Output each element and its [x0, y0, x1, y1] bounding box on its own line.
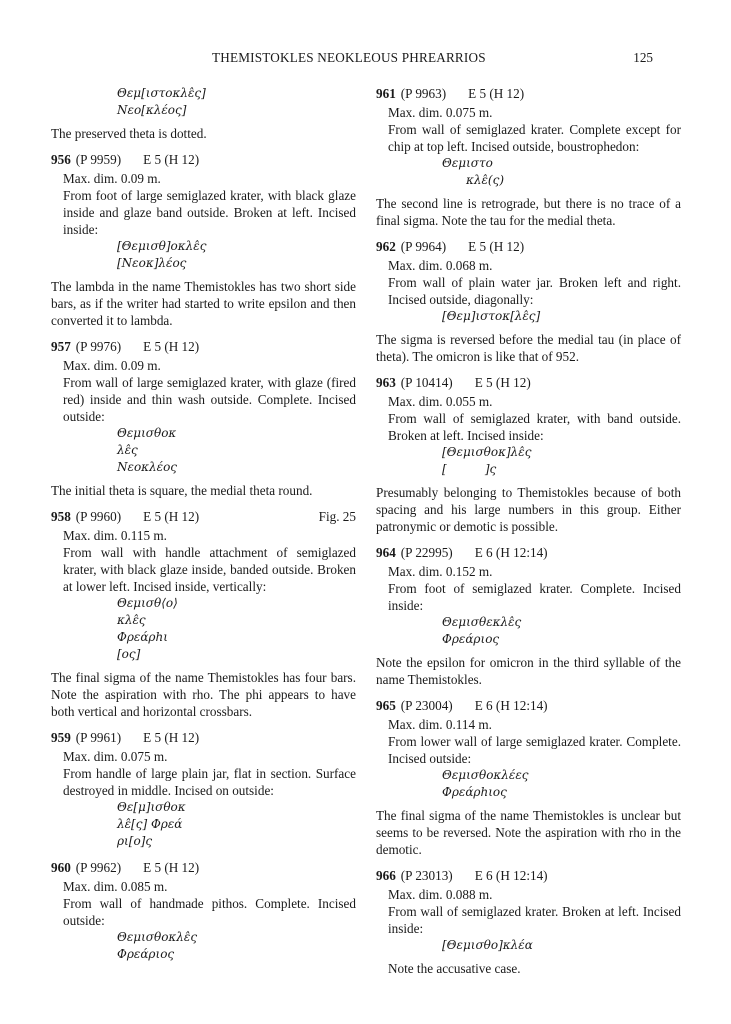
context-label: E 5 (H 12)	[143, 509, 200, 524]
entry-description	[51, 527, 356, 595]
entry-963	[376, 374, 681, 535]
figure-reference: Fig. 25	[318, 509, 356, 524]
entry-description	[51, 357, 356, 425]
inscription-line: Φρεάριος	[117, 947, 175, 961]
entry-description	[376, 104, 681, 155]
entry-heading	[51, 508, 356, 525]
description-text: From wall with handle attachment of semiglazed krater, with black glaze inside, banded outside. Broken at lower left. Incised inside, vertically:	[63, 545, 356, 594]
entry-heading	[51, 729, 356, 746]
entry-description	[376, 393, 681, 444]
inscription	[376, 444, 681, 478]
entry-number: 962	[376, 239, 396, 254]
dimension-line: Max. dim. 0.09 m.	[63, 171, 161, 186]
inscription-line: Θεμιστο	[442, 156, 493, 170]
inscription	[51, 799, 356, 850]
inscription-line: Θε[μ]ισθοκ	[117, 800, 186, 814]
entry-description	[51, 748, 356, 799]
inscription-line: λε̂[ς] Φρεά	[117, 817, 183, 831]
entry-958	[51, 508, 356, 720]
description-text: From handle of large plain jar, flat in section. Surface destroyed in middle. Incised on outside:	[63, 766, 356, 798]
inscription-line: [ος]	[117, 647, 141, 661]
entry-note: Presumably belonging to Themistokles because of both spacing and his large numbers in this group. Either patronymic or demotic is possible.	[376, 485, 681, 534]
entry-number: 959	[51, 730, 71, 745]
inscription	[376, 937, 681, 954]
entry-number: 958	[51, 509, 71, 524]
description-text: From foot of large semiglazed krater, with black glaze inside and glaze band outside. Broken at left. Incised inside:	[63, 188, 356, 237]
inscription	[51, 85, 356, 119]
entry-956	[51, 151, 356, 329]
entry-note: The second line is retrograde, but there is no trace of a final sigma. Note the tau for the medial theta.	[376, 196, 681, 228]
entry-heading	[376, 238, 681, 255]
description-text: From wall of handmade pithos. Complete. Incised outside:	[63, 896, 356, 928]
entry-961	[376, 85, 681, 229]
inscription-line: κλε̂(ς)	[466, 173, 504, 187]
entry-number: 963	[376, 375, 396, 390]
description-text: From wall of semiglazed krater, with band outside. Broken at left. Incised inside:	[388, 411, 681, 443]
description-text: From lower wall of large semiglazed krater. Complete. Incised outside:	[388, 734, 681, 766]
description-text: From wall of large semiglazed krater, with glaze (fired red) inside and thin wash outside. Complete. Incised outside:	[63, 375, 356, 424]
right-column	[376, 85, 681, 977]
inscription-line: [Θεμισθο]κλέα	[442, 938, 533, 952]
inscription	[51, 238, 356, 272]
inscription-line: Θεμισθεκλε̂ς	[442, 615, 522, 629]
context-label: E 6 (H 12:14)	[474, 698, 548, 713]
dimension-line: Max. dim. 0.068 m.	[388, 258, 493, 273]
context-label: E 6 (H 12:14)	[474, 545, 548, 560]
entry-966	[376, 867, 681, 977]
inscription-line: Θεμισθ⟨ο⟩	[117, 596, 178, 610]
dimension-line: Max. dim. 0.088 m.	[388, 887, 493, 902]
running-head-title: THEMISTOKLES NEOKLEOUS PHREARRIOS	[212, 50, 486, 65]
context-label: E 5 (H 12)	[468, 86, 525, 101]
inventory-number: (P 9960)	[75, 509, 122, 524]
context-label: E 5 (H 12)	[143, 730, 200, 745]
entry-962	[376, 238, 681, 365]
dimension-line: Max. dim. 0.114 m.	[388, 717, 492, 732]
inscription-line: Νεο[κλέος]	[117, 103, 187, 117]
inventory-number: (P 9962)	[75, 860, 122, 875]
entry-number: 966	[376, 868, 396, 883]
description-text: From wall of semiglazed krater. Broken at left. Incised inside:	[388, 904, 681, 936]
inscription-line: Φρεάρhιος	[442, 785, 507, 799]
entry-heading	[376, 544, 681, 561]
entry-964	[376, 544, 681, 688]
entry-957	[51, 338, 356, 499]
context-label: E 6 (H 12:14)	[474, 868, 548, 883]
context-label: E 5 (H 12)	[143, 339, 200, 354]
description-text: From foot of semiglazed krater. Complete. Incised inside:	[388, 581, 681, 613]
entry-959	[51, 729, 356, 850]
context-label: E 5 (H 12)	[143, 860, 200, 875]
entry-965	[376, 697, 681, 858]
inscription-line: ρι[ο]ς	[117, 834, 153, 848]
inscription	[376, 614, 681, 648]
entry-note: The initial theta is square, the medial theta round.	[51, 483, 313, 498]
inscription-line: [Θεμ]ιστοκ[λε̂ς]	[442, 309, 541, 323]
entry-heading	[51, 151, 356, 168]
inventory-number: (P 9964)	[400, 239, 447, 254]
entry-note: The final sigma of the name Themistokles has four bars. Note the aspiration with rho. The phi appears to have both vertical and horizontal crossbars.	[51, 670, 356, 719]
dimension-line: Max. dim. 0.075 m.	[63, 749, 168, 764]
inscription-line: Φρεάριος	[442, 632, 500, 646]
entry-number: 956	[51, 152, 71, 167]
inscription	[376, 767, 681, 801]
inscription-line: Φρεάρhι	[117, 630, 168, 644]
description-text: From wall of plain water jar. Broken left and right. Incised outside, diagonally:	[388, 275, 681, 307]
entry-heading	[376, 697, 681, 714]
dimension-line: Max. dim. 0.09 m.	[63, 358, 161, 373]
inventory-number: (P 22995)	[400, 545, 453, 560]
inventory-number: (P 23013)	[400, 868, 453, 883]
entry-960	[51, 859, 356, 963]
page-number: 125	[633, 50, 653, 65]
entry-description	[51, 878, 356, 929]
inscription-line: [Θεμισθοκ]λε̂ς	[442, 445, 532, 459]
entry-number: 961	[376, 86, 396, 101]
inscription-line: [Θεμισθ]οκλε̂ς	[117, 239, 207, 253]
entry-heading	[51, 859, 356, 876]
inscription-line: κλε̂ς	[117, 613, 146, 627]
inscription	[376, 308, 681, 325]
entry-description	[376, 563, 681, 614]
dimension-line: Max. dim. 0.085 m.	[63, 879, 168, 894]
dimension-line: Max. dim. 0.075 m.	[388, 105, 493, 120]
context-label: E 5 (H 12)	[474, 375, 531, 390]
entry-heading	[51, 338, 356, 355]
entry-note: Note the epsilon for omicron in the third syllable of the name Themistokles.	[376, 655, 681, 687]
entry-number: 965	[376, 698, 396, 713]
inventory-number: (P 9963)	[400, 86, 447, 101]
context-label: E 5 (H 12)	[143, 152, 200, 167]
entry-note: The lambda in the name Themistokles has two short side bars, as if the writer had started to write epsilon and then converted it to lambda.	[51, 279, 356, 328]
left-column	[51, 85, 356, 963]
inscription	[51, 425, 356, 476]
entry-heading	[376, 374, 681, 391]
inscription-line: [ ]ς	[442, 462, 497, 476]
context-label: E 5 (H 12)	[468, 239, 525, 254]
entry-note: The preserved theta is dotted.	[51, 126, 207, 141]
description-text: From wall of semiglazed krater. Complete except for chip at top left. Incised outside, boustrophedon:	[388, 122, 681, 154]
inscription	[51, 929, 356, 963]
entry-note: The sigma is reversed before the medial tau (in place of theta). The omicron is like that of 952.	[376, 332, 681, 364]
entry-continued	[51, 85, 356, 142]
entry-description	[51, 170, 356, 238]
inventory-number: (P 9976)	[75, 339, 122, 354]
entry-description	[376, 257, 681, 308]
entry-heading	[376, 85, 681, 102]
inscription-line: Θεμισθοκ	[117, 426, 177, 440]
inventory-number: (P 23004)	[400, 698, 453, 713]
entry-number: 957	[51, 339, 71, 354]
inscription-line: Θεμ[ιστοκλε̂ς]	[117, 86, 206, 100]
entry-note: The final sigma of the name Themistokles is unclear but seems to be reversed. Note the aspiration with rho in the demotic.	[376, 808, 681, 857]
inventory-number: (P 9961)	[75, 730, 122, 745]
entry-number: 964	[376, 545, 396, 560]
entry-description	[376, 716, 681, 767]
entry-heading	[376, 867, 681, 884]
dimension-line: Max. dim. 0.055 m.	[388, 394, 493, 409]
inscription-line: Θεμισθοκλε̂ς	[117, 930, 198, 944]
inscription-line: [Νεοκ]λέος	[117, 256, 187, 270]
inscription	[51, 595, 356, 663]
entry-number: 960	[51, 860, 71, 875]
inventory-number: (P 10414)	[400, 375, 453, 390]
entry-note: Note the accusative case.	[388, 961, 521, 976]
entry-description	[376, 886, 681, 937]
inscription-line: Νεοκλέος	[117, 460, 178, 474]
inscription	[376, 155, 681, 189]
running-header	[0, 50, 731, 72]
dimension-line: Max. dim. 0.152 m.	[388, 564, 493, 579]
inscription-line: λε̂ς	[117, 443, 138, 457]
inventory-number: (P 9959)	[75, 152, 122, 167]
dimension-line: Max. dim. 0.115 m.	[63, 528, 167, 543]
inscription-line: Θεμισθοκλέες	[442, 768, 529, 782]
